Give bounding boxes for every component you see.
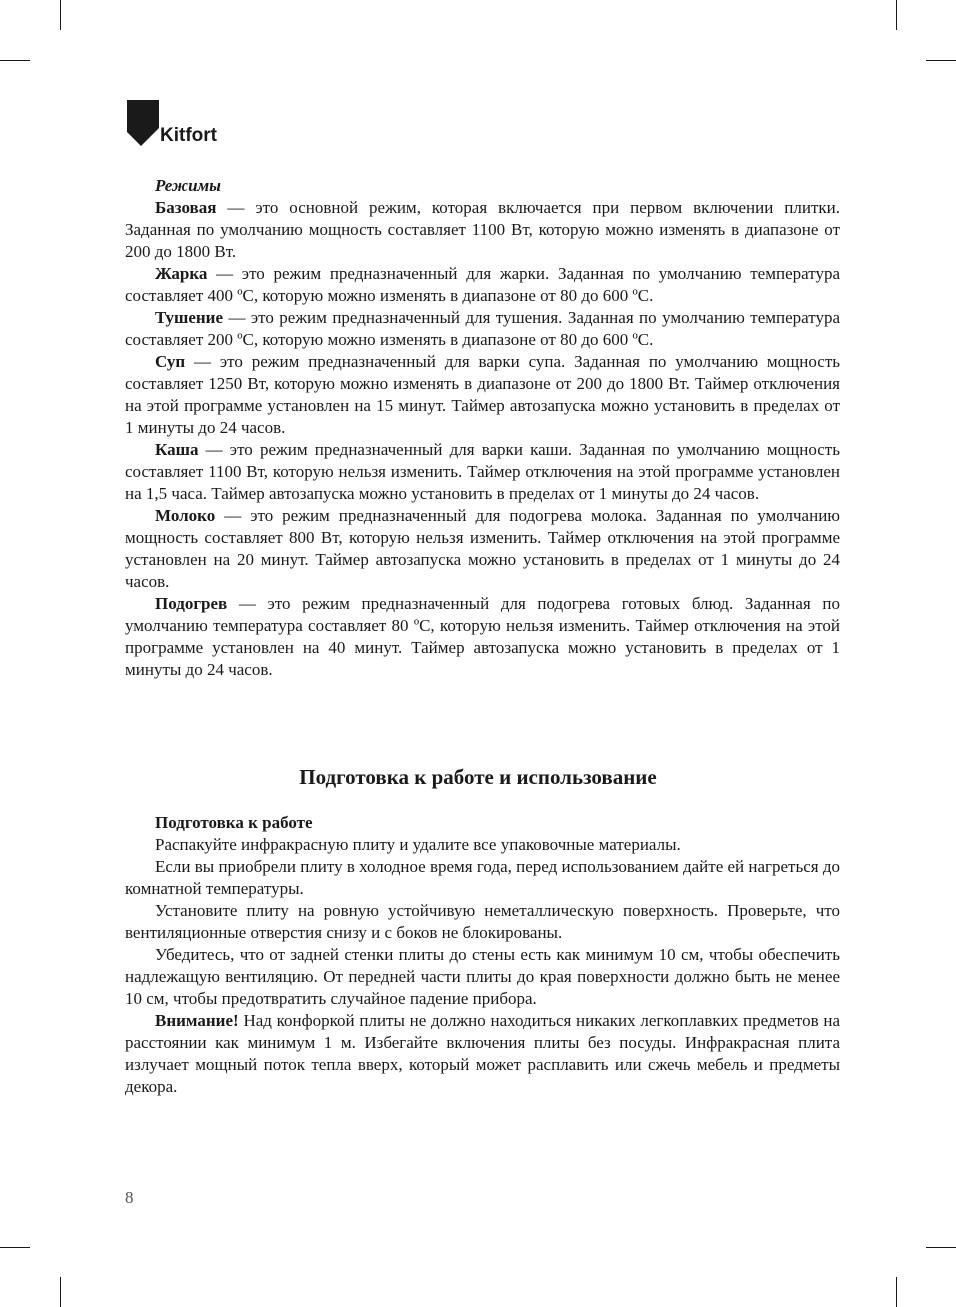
mode-description: — это режим предназначенный для подогрева готовых блюд. Заданная по умолчанию температура составляет 80 ºС, которую нельзя изменить. Таймер отключения на этой программе установлен на 40 минут. Таймер автозапуска можно установить в пределах от 1 минуты до 24 часов. — [125, 594, 840, 679]
mode-paragraph — [125, 439, 840, 505]
warning-label: Внимание! — [155, 1011, 239, 1030]
mode-name: Базовая — [155, 198, 217, 217]
mode-description: — это режим предназначенный для жарки. Заданная по умолчанию температура составляет 400 ºС, которую можно изменять в диапазоне от 80 до 600 ºС. — [125, 264, 840, 305]
crop-mark — [60, 0, 61, 30]
preparation-paragraph: Установите плиту на ровную устойчивую неметаллическую поверхность. Проверьте, что вентиляционные отверстия снизу и с боков не блокированы. — [125, 901, 840, 942]
mode-paragraph — [125, 263, 840, 307]
mode-name: Подогрев — [155, 594, 228, 613]
mode-name: Тушение — [155, 308, 224, 327]
section-title: Подготовка к работе и использование — [299, 765, 657, 789]
preparation-subheading: Подготовка к работе — [155, 813, 313, 832]
mode-name: Каша — [155, 440, 199, 459]
mode-paragraph — [125, 351, 840, 439]
mode-description: — это режим предназначенный для варки каши. Заданная по умолчанию мощность составляет 1100 Вт, которую нельзя изменить. Таймер отключения на этой программе установлен на 1,5 часа. Таймер автозапуска можно установить в пределах от 1 минуты до 24 часов. — [125, 440, 840, 503]
mode-name: Суп — [155, 352, 186, 371]
preparation-section — [125, 812, 840, 1098]
crop-mark — [60, 1277, 61, 1307]
warning-text: Над конфоркой плиты не должно находиться никаких легкоплавких предметов на расстоянии как минимум 1 м. Избегайте включения плиты без посуды. Инфракрасная плита излучает мощный поток тепла вверх, который может расплавить или сжечь мебель и предметы декора. — [125, 1011, 840, 1096]
preparation-paragraph: Убедитесь, что от задней стенки плиты до стены есть как минимум 10 см, чтобы обеспечить надлежащую вентиляцию. От передней части плиты до края поверхности должно быть не менее 10 см, чтобы предотвратить случайное падение прибора. — [125, 945, 840, 1008]
mode-paragraph — [125, 593, 840, 681]
crop-mark — [0, 60, 30, 61]
crop-mark — [896, 1277, 897, 1307]
crop-mark — [0, 1247, 30, 1248]
preparation-paragraph: Если вы приобрели плиту в холодное время года, перед использованием дайте ей нагреться до комнатной температуры. — [125, 857, 840, 898]
brand-name: Kitfort — [160, 125, 217, 146]
mode-paragraph — [125, 307, 840, 351]
preparation-paragraph: Распакуйте инфракрасную плиту и удалите все упаковочные материалы. — [155, 835, 681, 854]
mode-description: — это режим предназначенный для тушения. Заданная по умолчанию температура составляет 200 ºС, которую можно изменять в диапазоне от 80 до 600 ºС. — [125, 308, 840, 349]
brand-logo — [127, 100, 217, 146]
mode-description: — это основной режим, которая включается при первом включении плитки. Заданная по умолчанию мощность составляет 1100 Вт, которую можно изменять в диапазоне от 200 до 1800 Вт. — [125, 198, 840, 261]
mode-name: Жарка — [155, 264, 208, 283]
mode-description: — это режим предназначенный для варки супа. Заданная по умолчанию мощность составляет 1250 Вт, которую можно изменять в диапазоне от 200 до 1800 Вт. Таймер отключения на этой программе установлен на 15 минут. Таймер автозапуска можно установить в пределах от 1 минуты до 24 часов. — [125, 352, 840, 437]
kitfort-logo-icon — [127, 100, 159, 146]
modes-heading: Режимы — [155, 176, 221, 195]
modes-section — [125, 175, 840, 681]
page-number: 8 — [125, 1188, 134, 1207]
warning-paragraph — [125, 1010, 840, 1098]
crop-mark — [926, 60, 956, 61]
crop-mark — [926, 1247, 956, 1248]
crop-mark — [896, 0, 897, 30]
mode-paragraph — [125, 505, 840, 593]
mode-name: Молоко — [155, 506, 216, 525]
mode-paragraph — [125, 197, 840, 263]
mode-description: — это режим предназначенный для подогрева молока. Заданная по умолчанию мощность составляет 800 Вт, которую нельзя изменить. Таймер отключения на этой программе установлен на 20 минут. Таймер автозапуска можно установить в пределах от 1 минуты до 24 часов. — [125, 506, 840, 591]
